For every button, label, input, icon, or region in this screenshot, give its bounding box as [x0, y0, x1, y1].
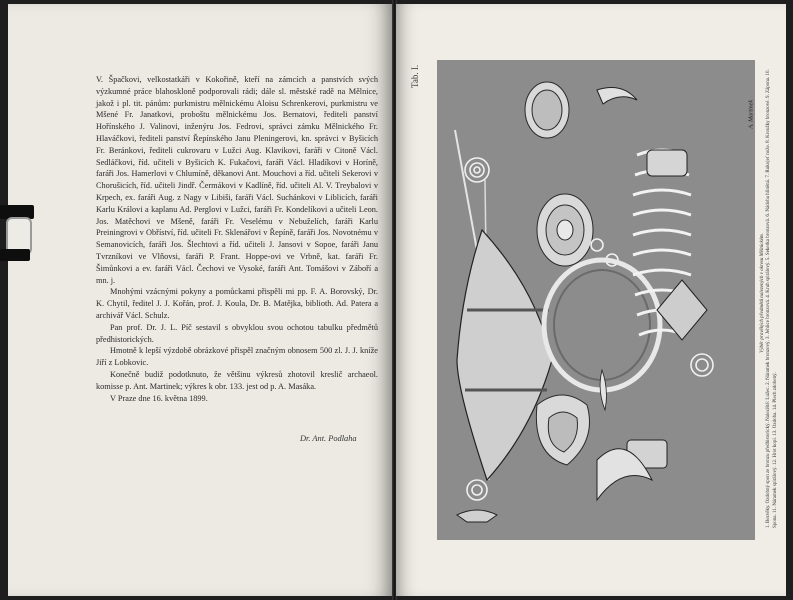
left-page [8, 4, 393, 596]
paragraph: V. Špačkovi, velkostatkáři v Kokořině, kteří na zámcích a panstvích svých výzkumné práce blahoskloně podporovali rádi; dále sl. městské radě na Mělnice, jakož i pl. tit. pánům: purkmistru mělnickému Aloisu Schrenkerovi, purkmistru ve Mšené Fr. Janatkovi, proboštu mělnickému Jos. Bernatovi, řediteli panství Hořínského J. Valinovi, inženýru Jos. Fedrovi, správci zámku Mělnického Fr. Hlaváčkovi, řediteli panství Řepínského Janu Pleningerovi, kn. správci v Byšicích Fr. Beránkovi, řediteli cukrovaru v Lužci Aug. Klavikovi, faráři v Citoně Václ. Sedláčkovi, říd. učiteli v Byšicích K. Fukačovi, faráři Václ. Hladíkovi v Horíně, faráři Jos. Hamerlovi v Chlumíně, děkanovi Ant. Mouchovi a říd. učiteli Sekerovi v Chorušicích, říd. učiteli Jindř. Čermákovi v Kadlíně, říd. učiteli Al. V. Treybalovi v Krpech, ex. faráři Aug. z Nagy v Libiši, faráři Václ. Suchánkovi v Liblicích, faráři Karlu Královi a kaplanu Ad. Perglovi v Lužci, faráři Fr. Kondelíkovi a učiteli Leon. Jos. Matěchovi ve Mšeně, faráři Fr. Veselému v Nebuželích, faráři Karlu Preiningrovi v Obříství, říd. učiteli Fr. Sklenářovi v Řepíně, faráři Jos. Novotnému v Semanovicích, faráři Jos. Šlechtovi a říd. učiteli J. Jansovi v Sopoe, faráři Janu Tvrzníkovi ve Vlňovsi, faráři P. Frant. Hoppe-ovi ve Vrbně, kat. faráři Fr. Šimůnkovi a ev. faráři Václ. Čechovi ve Vysoké, faráři Ant. Tomášovi v Záboří a mn. j. [96, 75, 378, 285]
date-line: V Praze dne 16. května 1899. [110, 393, 208, 403]
caption-title: Výběr pravěkých předmětů nalezených v okresu Mělnickém. [760, 233, 765, 353]
paragraph: Hmotně k lepší výzdobě obrázkové přispěl značným obnosem 500 zl. J. J. kníže Jiří z Lobkovic. [96, 346, 378, 368]
illustrator-signature: A. Martinek [749, 100, 755, 129]
paragraph: Mnohými vzácnými pokyny a pomůckami přispěli mi pp. F. A. Borovský, Dr. K. Chytil, ředitel J. J. Kořán, prof. J. Koula, Dr. B. Matějka, biblioth. Ad. Patera a archivář Václ. Schulz. [96, 287, 378, 320]
paragraph: Konečně budiž podotknuto, že většinu výkresů zhotovil kreslič archaeol. komisse p. Ant. Martinek; výkres k obr. 133. jest od p. A. Masáka. [96, 369, 378, 391]
plate-caption [760, 58, 779, 528]
paragraph: Pan prof. Dr. J. L. Píč sestavil s obvyklou svou ochotou tabulku předmětů předhistorických. [96, 322, 378, 344]
plate-tab-label: Tab. I. [410, 64, 420, 88]
binder-clip [0, 205, 38, 267]
caption-body: 1. Bezvěky. Ozdobný spon ze bronzu předhistorický. Naleziště: Lužec. 2. Náramek bronzový. 3. Jehlice bronzová. 4. Kruh spirálový. 5. Sekerka bronzová. 6. Nádoba hliněná. 7. Rukojeť nože. 8. Kroužky bronzové. 9. Zápona. 10. Spona. 11. Náramek spirálový. 12. Hrot kopí. 13. Ozdoba. 14. Plech zdobený. [766, 69, 778, 528]
author-signature: Dr. Ant. Podlaha [300, 434, 357, 443]
artifact-drawings [437, 60, 755, 540]
preface-text-block [96, 74, 378, 404]
artifact-plate-illustration [437, 60, 755, 540]
